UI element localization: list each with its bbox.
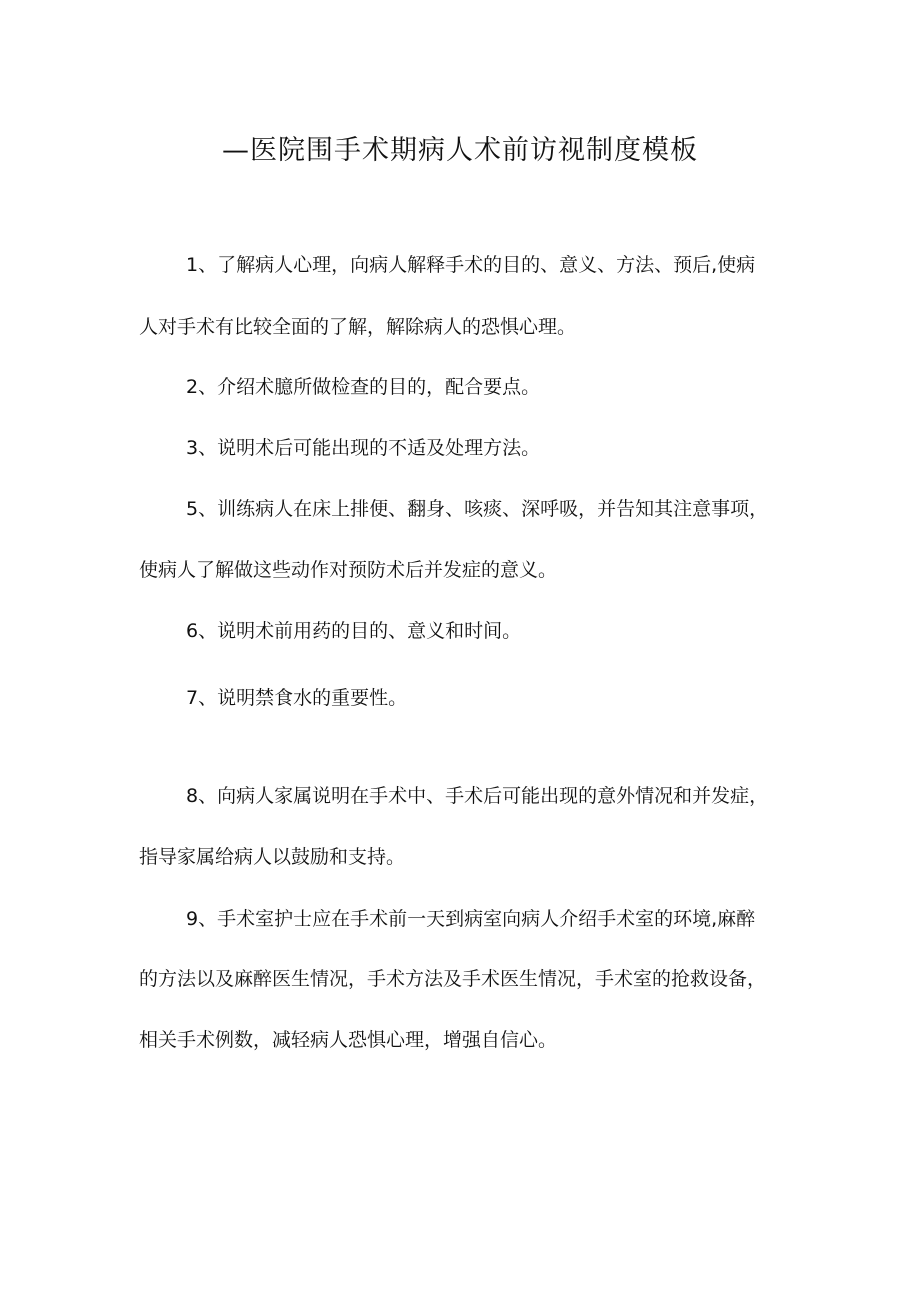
- item-2-line: 2、介绍术臆所做检查的目的，配合要点。: [186, 376, 541, 398]
- item-7-line: 7、说明禁食水的重要性。: [186, 687, 408, 709]
- item-9-line-1: 9、手术室护士应在手术前一天到病室向病人介绍手术室的环境,麻醉: [186, 908, 756, 930]
- item-6-line: 6、说明术前用药的目的、意义和时间。: [186, 620, 522, 642]
- item-8-line-1: 8、向病人家属说明在手术中、手术后可能出现的意外情况和并发症，: [186, 785, 769, 807]
- item-9-line-3: 相关手术例数，减轻病人恐惧心理，增强自信心。: [139, 1029, 558, 1051]
- item-8-line-2: 指导家属给病人以鼓励和支持。: [139, 846, 406, 868]
- item-5-line-1: 5、训练病人在床上排便、翻身、咳痰、深呼吸，并告知其注意事项，: [186, 498, 769, 520]
- item-5-line-2: 使病人了解做这些动作对预防术后并发症的意义。: [139, 559, 558, 581]
- item-3-line: 3、说明术后可能出现的不适及处理方法。: [186, 437, 541, 459]
- document-title: —医院围手术期病人术前访视制度模板: [222, 135, 698, 166]
- item-1-line-1: 1、了解病人心理，向病人解释手术的目的、意义、方法、预后,使病: [186, 254, 756, 276]
- item-1-line-2: 人对手术有比较全面的了解，解除病人的恐惧心理。: [139, 316, 577, 338]
- item-9-line-2: 的方法以及麻醉医生情况，手术方法及手术医生情况，手术室的抢救设备，: [139, 968, 767, 990]
